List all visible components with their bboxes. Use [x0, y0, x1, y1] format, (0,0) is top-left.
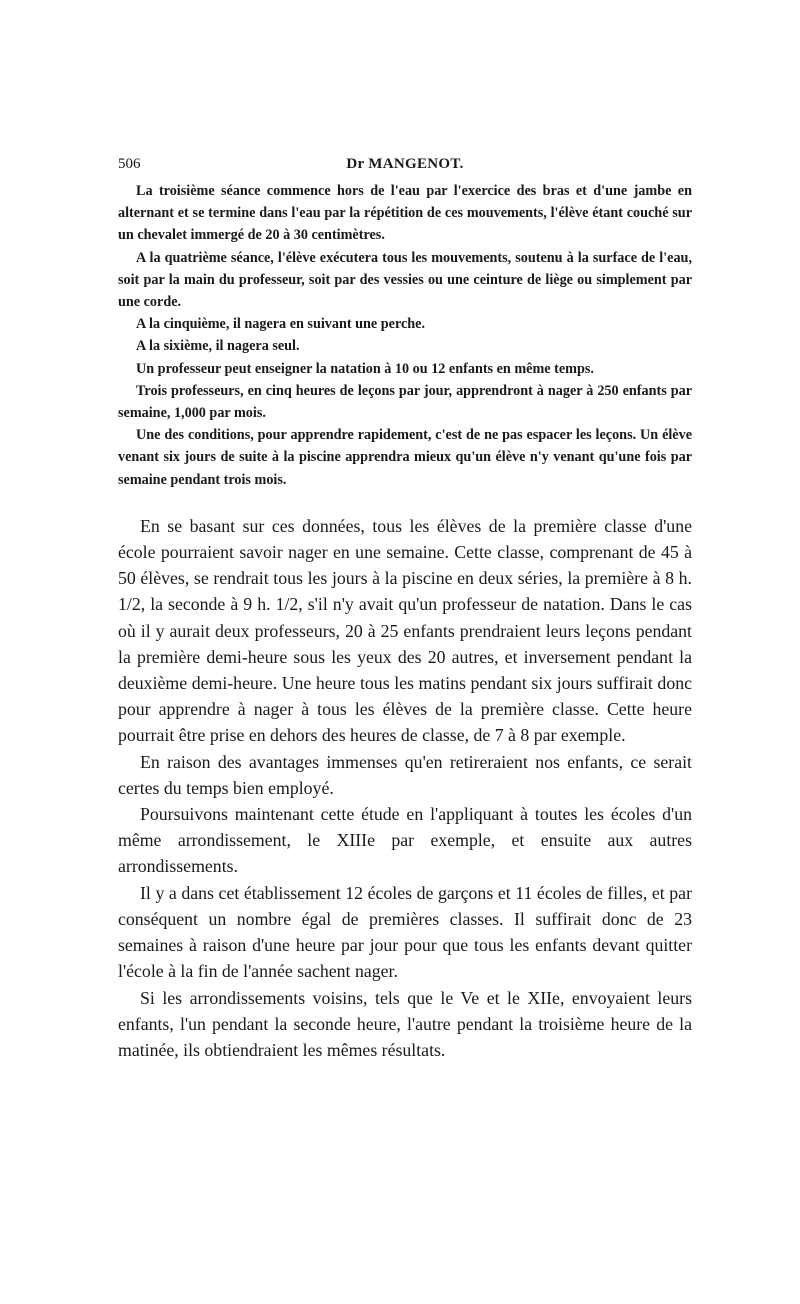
main-text — [118, 513, 692, 1063]
quote-paragraph: La troisième séance commence hors de l'eau par l'exercice des bras et d'une jambe en alternant et se termine dans l'eau par la répétition de ces mouvements, l'élève étant couché sur un chevalet immergé de 20 à 30 centimètres. — [118, 183, 692, 244]
quote-paragraph: Trois professeurs, en cinq heures de leçons par jour, apprendront à nager à 250 enfants par semaine, 1,000 par mois. — [118, 382, 692, 422]
body-paragraph: Il y a dans cet établissement 12 écoles de garçons et 11 écoles de filles, et par conséquent un nombre égal de premières classes. Il suffirait donc de 23 semaines à raison d'une heure par jour pour que tous les enfants devant quitter l'école à la fin de l'année sachent nager. — [118, 882, 692, 982]
quote-paragraph: A la quatrième séance, l'élève exécutera tous les mouvements, soutenu à la surface de l'eau, soit par la main du professeur, soit par des vessies ou une ceinture de liège ou simplement par une corde. — [118, 249, 692, 311]
quoted-instructions — [118, 180, 692, 491]
body-paragraph: Poursuivons maintenant cette étude en l'appliquant à toutes les écoles d'un même arrondissement, le XIIIe par exemple, et ensuite aux autres arrondissements. — [118, 804, 692, 877]
quote-paragraph: A la sixième, il nagera seul. — [136, 338, 300, 355]
page-number: 506 — [118, 156, 141, 172]
body-paragraph: Si les arrondissements voisins, tels que le Ve et le XIIe, envoyaient leurs enfants, l'un pendant la seconde heure, l'autre pendant la troisième heure de la matinée, ils obtiendraient les mêmes résultats. — [118, 987, 692, 1060]
quote-paragraph: Un professeur peut enseigner la natation à 10 ou 12 enfants en même temps. — [136, 360, 594, 377]
quote-paragraph: A la cinquième, il nagera en suivant une perche. — [136, 316, 426, 333]
page-header — [118, 150, 692, 180]
running-head: Dr MANGENOT. — [346, 156, 464, 172]
quote-paragraph: Une des conditions, pour apprendre rapidement, c'est de ne pas espacer les leçons. Un élève venant six jours de suite à la piscine apprendra mieux qu'un élève n'y venant qu'une fois par semaine pendant trois mois. — [118, 427, 692, 488]
book-page — [118, 150, 692, 1063]
body-paragraph: En se basant sur ces données, tous les élèves de la première classe d'une école pourraient savoir nager en une semaine. Cette classe, comprenant de 45 à 50 élèves, se rendrait tous les jours à la piscine en deux séries, la première à 8 h. 1/2, la seconde à 9 h. 1/2, s'il n'y avait qu'un professeur de natation. Dans le cas où il y aurait deux professeurs, 20 à 25 enfants prendraient leurs leçons pendant la première demi-heure sous les yeux des 20 autres, et inversement pendant la deuxième demi-heure. Une heure tous les matins pendant six jours suffirait donc pour apprendre à nager à tous les élèves de la première classe. Cette heure pourrait être prise en dehors des heures de classe, de 7 à 8 par exemple. — [118, 515, 692, 746]
body-paragraph: En raison des avantages immenses qu'en retireraient nos enfants, ce serait certes du temps bien employé. — [118, 751, 692, 798]
